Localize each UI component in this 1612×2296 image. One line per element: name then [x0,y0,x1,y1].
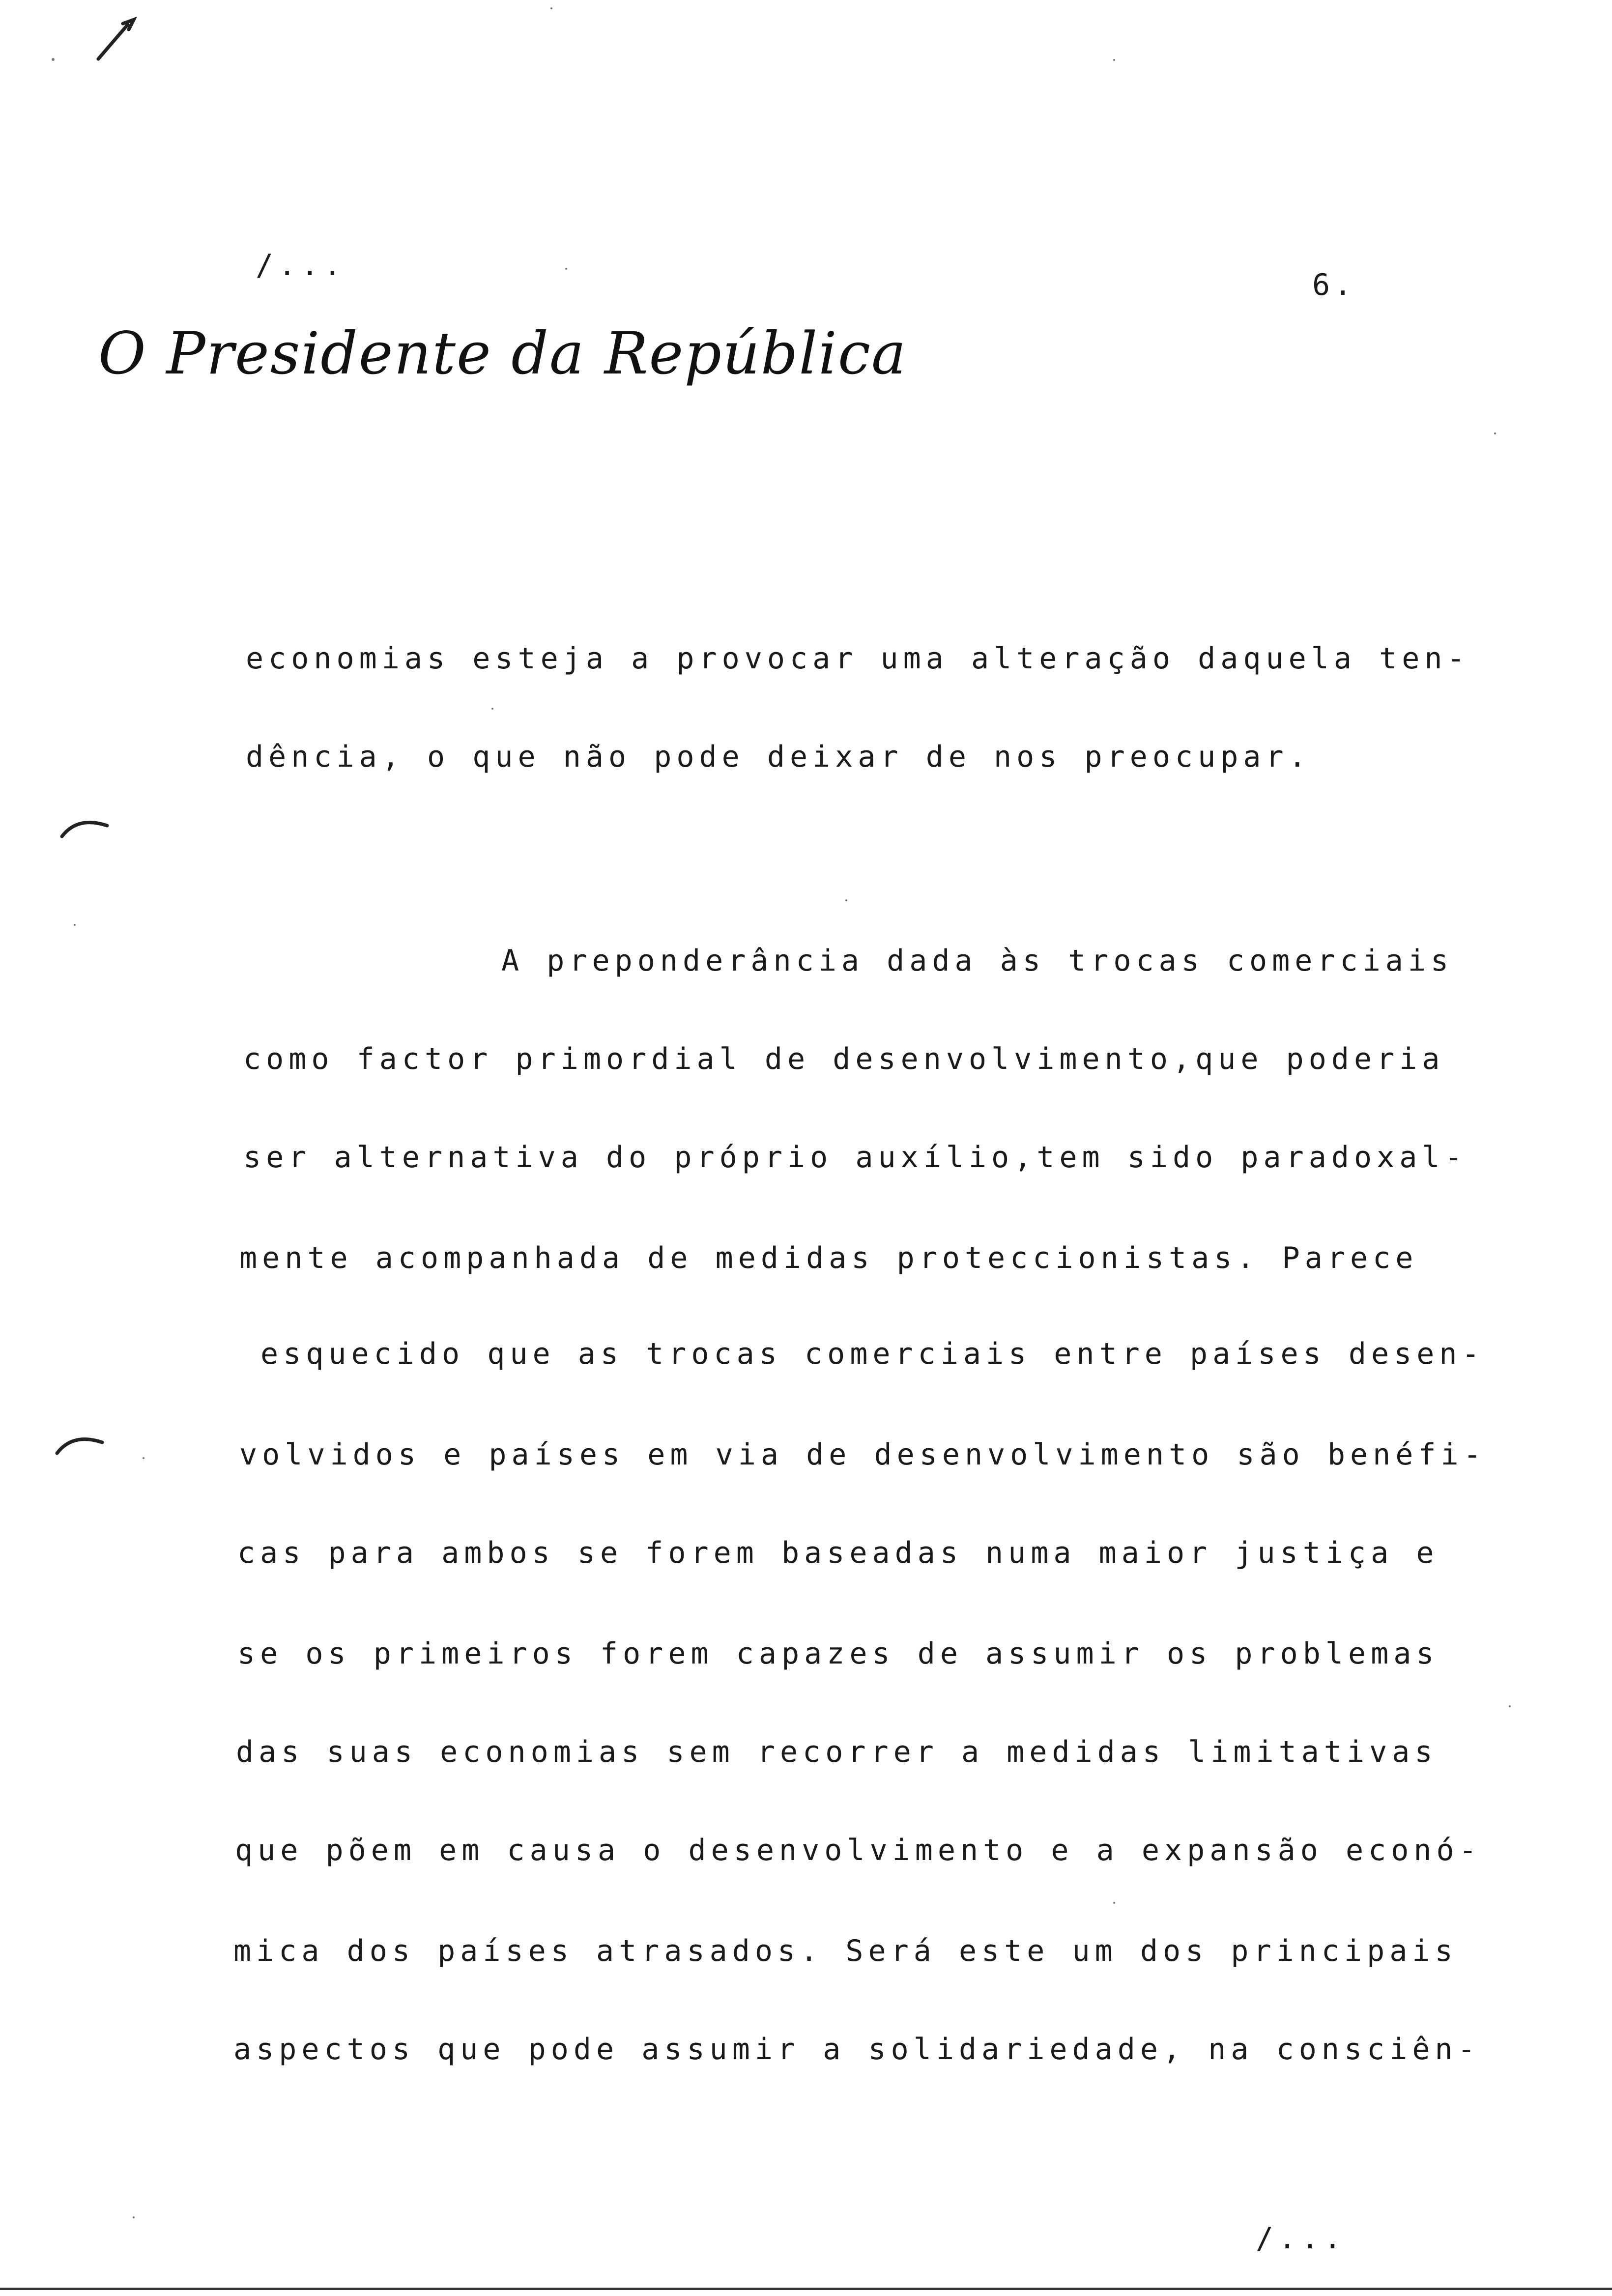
speck-mark [1509,1705,1511,1707]
binder-hole-mark [53,1428,107,1457]
paragraph-2-line-6: volvidos e países em via de desenvolvimento são benéfi- [239,1437,1486,1472]
speck-mark [133,2216,135,2218]
page-bottom-edge [0,2288,1612,2290]
speck-mark [565,268,567,270]
speck-mark [1113,59,1115,61]
paragraph-2-line-2: como factor primordial de desenvolvimento,que poderia [243,1042,1445,1076]
letterhead-title: O Presidente da República [98,319,907,387]
continuation-mark-bottom: /... [1256,2221,1347,2256]
binder-hole-mark [58,811,112,840]
paragraph-1-line-1: economias esteja a provocar uma alteração daquela ten- [246,641,1470,676]
paragraph-2-line-10: que põem em causa o desenvolvimento e a expansão econó- [235,1833,1482,1867]
paragraph-2-line-4: mente acompanhada de medidas proteccionistas. Parece [239,1241,1418,1275]
pen-tick-mark [93,15,138,64]
continuation-mark-top: /... [256,248,346,283]
paragraph-2-line-12: aspectos que pode assumir a solidariedade, na consciên- [233,2032,1480,2066]
speck-mark [1494,432,1496,434]
speck-mark [550,7,552,9]
paragraph-2-line-1: A preponderância dada às trocas comerciais [501,944,1454,978]
paragraph-1-line-2: dência, o que não pode deixar de nos preocupar. [246,740,1311,774]
speck-mark [143,1457,144,1459]
speck-mark [1113,1902,1115,1904]
paragraph-2-line-7: cas para ambos se forem baseadas numa maior justiça e [237,1536,1439,1570]
paragraph-2-line-5: esquecido que as trocas comerciais entre países desen- [260,1337,1485,1371]
paragraph-2-line-3: ser alternativa do próprio auxílio,tem sido paradoxal- [243,1140,1468,1175]
paragraph-2-line-9: das suas economias sem recorrer a medidas limitativas [236,1735,1438,1769]
page-number: 6. [1312,268,1356,302]
paragraph-2-line-11: mica dos países atrasados. Será este um dos principais [233,1934,1458,1968]
speck-mark [491,708,493,710]
speck-mark [52,58,55,61]
speck-mark [845,899,847,901]
paragraph-2-line-8: se os primeiros forem capazes de assumir os problemas [237,1636,1439,1671]
speck-mark [74,924,76,926]
